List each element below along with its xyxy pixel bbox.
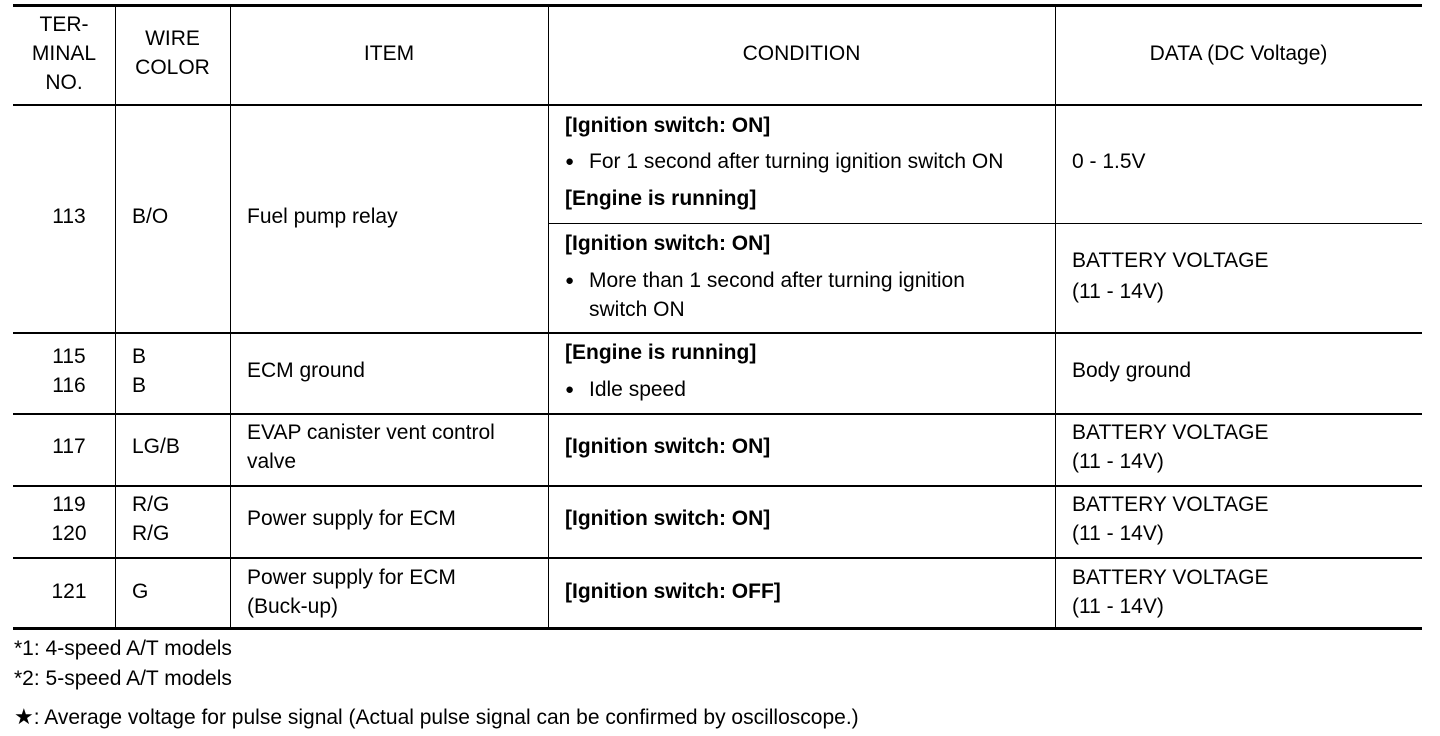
terminal-no: 121 (51, 580, 87, 603)
terminal-no: 113 (52, 205, 86, 228)
column-divider (230, 7, 231, 627)
row-divider (13, 485, 1422, 487)
terminal-no: 119 (52, 493, 86, 516)
data-value: (11 - 14V) (1072, 450, 1164, 473)
wire-color: B (132, 374, 147, 397)
data-value: BATTERY VOLTAGE (1072, 493, 1269, 516)
header-item: ITEM (363, 42, 415, 65)
table-top-rule (13, 4, 1422, 7)
data-value: BATTERY VOLTAGE (1072, 249, 1269, 272)
data-value: (11 - 14V) (1072, 522, 1164, 545)
item-name: Fuel pump relay (247, 205, 398, 228)
star-icon: ★ (14, 704, 34, 729)
condition-heading: [Ignition switch: ON] (565, 435, 771, 458)
footnote-1: *1: 4-speed A/T models (14, 637, 232, 660)
condition-heading: [Engine is running] (565, 187, 757, 210)
condition-heading: [Engine is running] (565, 341, 757, 364)
wire-color: G (132, 580, 149, 603)
item-name: Power supply for ECM (247, 566, 456, 589)
header-terminal-line: TER- (39, 13, 89, 36)
data-value: (11 - 14V) (1072, 595, 1164, 618)
item-name: EVAP canister vent control (247, 421, 495, 444)
data-value: Body ground (1072, 359, 1192, 382)
footnote-2: *2: 5-speed A/T models (14, 667, 232, 690)
data-value: BATTERY VOLTAGE (1072, 421, 1269, 444)
header-data: DATA (DC Voltage) (1149, 42, 1328, 65)
item-name: valve (247, 450, 297, 473)
header-terminal-line: MINAL (31, 42, 97, 65)
data-value: BATTERY VOLTAGE (1072, 566, 1269, 589)
condition-heading: [Ignition switch: OFF] (565, 580, 781, 603)
row-divider (13, 557, 1422, 559)
footnote-star (14, 703, 859, 732)
terminal-data-table (13, 4, 1422, 630)
row-divider (548, 223, 1422, 224)
header-bottom-rule (13, 104, 1422, 106)
header-condition: CONDITION (742, 42, 861, 65)
footnote-star-text: : Average voltage for pulse signal (Actual pulse signal can be confirmed by oscilloscope.) (33, 706, 859, 729)
wire-color: R/G (132, 493, 170, 516)
wire-color: LG/B (132, 435, 180, 458)
item-name: (Buck-up) (247, 595, 339, 618)
condition-bullet-cont: switch ON (589, 298, 685, 321)
condition-heading: [Ignition switch: ON] (565, 114, 771, 137)
condition-bullet: ● For 1 second after turning ignition switch ON (589, 147, 1003, 176)
table-bottom-rule (13, 627, 1422, 630)
terminal-no: 117 (52, 435, 86, 458)
header-wire-line: COLOR (135, 56, 210, 79)
column-divider (548, 7, 549, 627)
condition-heading: [Ignition switch: ON] (565, 232, 771, 255)
data-value: (11 - 14V) (1072, 280, 1164, 303)
wire-color: B (132, 345, 147, 368)
condition-bullet: ● More than 1 second after turning ignition (589, 266, 965, 295)
header-terminal (13, 10, 115, 97)
item-name: Power supply for ECM (247, 507, 456, 530)
terminal-no: 116 (52, 374, 86, 397)
item-name: ECM ground (247, 359, 365, 382)
row-divider (13, 413, 1422, 415)
row-divider (13, 332, 1422, 334)
condition-bullet: ● Idle speed (589, 375, 686, 404)
wire-color: R/G (132, 522, 170, 545)
header-wire-color (115, 24, 230, 82)
terminal-no: 120 (51, 522, 87, 545)
condition-heading: [Ignition switch: ON] (565, 507, 771, 530)
wire-color: B/O (132, 205, 169, 228)
terminal-no: 115 (52, 345, 86, 368)
header-wire-line: WIRE (145, 27, 200, 50)
column-divider (1055, 7, 1056, 627)
header-terminal-line: NO. (45, 71, 83, 94)
data-value: 0 - 1.5V (1072, 150, 1146, 173)
